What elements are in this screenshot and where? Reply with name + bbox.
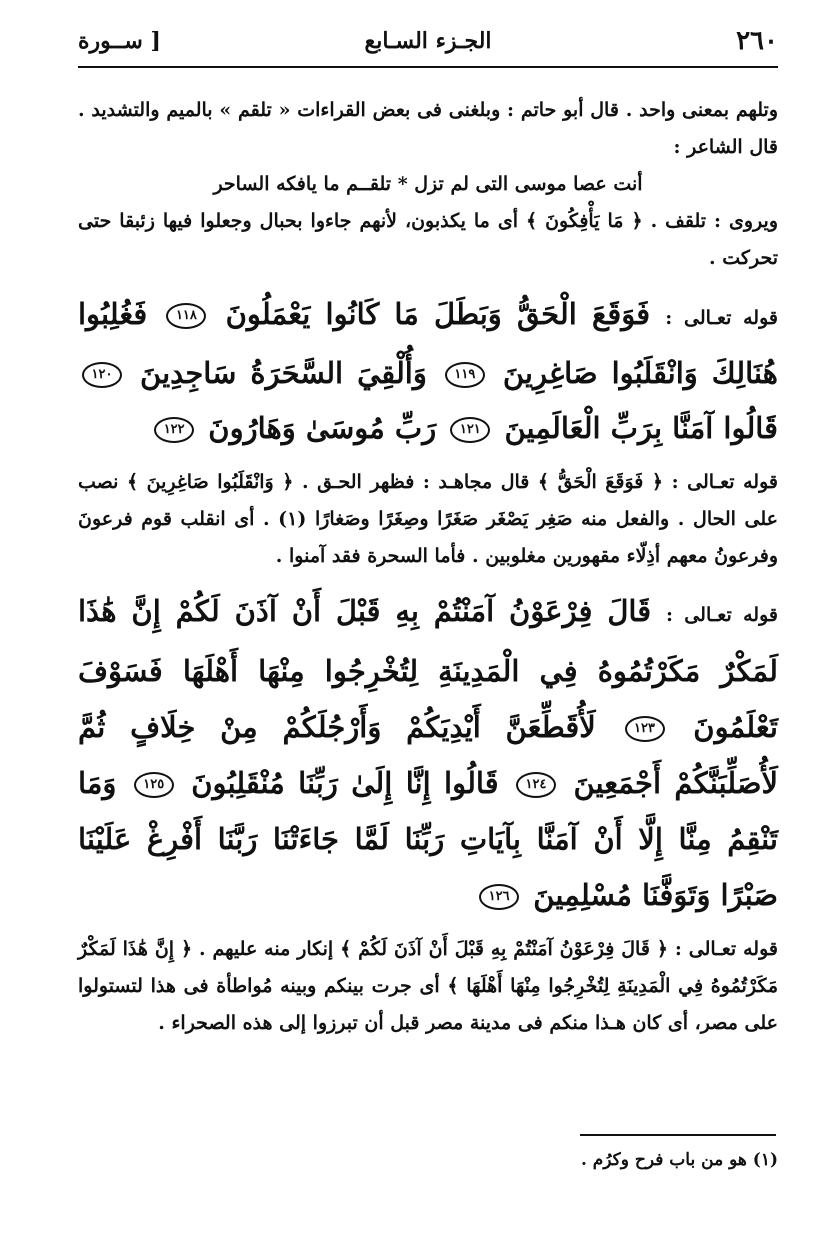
ayah-text: قَالُوا آمَنَّا بِرَبِّ الْعَالَمِينَ: [504, 411, 778, 445]
ayah-text: فَوَقَعَ الْحَقُّ وَبَطَلَ مَا كَانُوا يَعْمَلُونَ: [225, 297, 651, 331]
ayah-text: وَمَا تَنْقِمُ مِنَّا إِلَّا أَنْ آمَنَّا بِآيَاتِ رَبِّنَا لَمَّا جَاءَتْنَا رَبَّنَا أَفْرِغْ عَلَيْنَا صَبْرًا وَتَوَفَّنَا مُسْلِمِينَ: [78, 766, 778, 912]
ayah-text: وَأُلْقِيَ السَّحَرَةُ سَاجِدِينَ: [140, 356, 427, 390]
quran-passage: [78, 287, 778, 456]
page-body: [78, 92, 778, 1042]
ayah-number-marker: ١١٩: [445, 362, 485, 388]
ayah-number-marker: ١٢٤: [516, 772, 556, 798]
page-header: [78, 24, 778, 64]
passage-lead: قوله تعـالى :: [665, 604, 778, 626]
ayah-number-marker: ١١٨: [166, 303, 206, 329]
footnote-rule: [580, 1134, 776, 1136]
passage-lead: قوله تعـالى :: [665, 307, 778, 329]
ayah-number-marker: ١٢٢: [154, 417, 194, 443]
ayah-number-marker: ١٢١: [450, 417, 490, 443]
quran-passage: [78, 583, 778, 923]
ayah-text: لَأُقَطِّعَنَّ أَيْدِيَكُمْ وَأَرْجُلَكُمْ مِنْ خِلَافٍ ثُمَّ لَأُصَلِّبَنَّكُمْ أَجْمَعِينَ: [78, 710, 778, 800]
commentary-paragraph: قوله تعـالى : ﴿ فَوَقَعَ الْحَقُّ ﴾ قال مجاهـد : فظهر الحـق . ﴿ وَانْقَلَبُوا صَاغِرِينَ ﴾ نصب على الحال . والفعل منه صَغِر يَصْغَر صَغَرًا وصِغَرًا وصَغارًا (١) . أى انقلب قوم فرعونَ وفرعونُ معهم أذِلّاء مقهورين مغلوبين . فأما السحرة فقد آمنوا .: [78, 471, 778, 567]
ayah-number-marker: ١٢٦: [479, 884, 519, 910]
ayah-text: رَبِّ مُوسَىٰ وَهَارُونَ: [208, 411, 437, 445]
commentary-paragraph: ويروى : تلقف . ﴿ مَا يَأْفِكُونَ ﴾ أى ما يكذبون، لأنهم جاءوا بحبال وجعلوا فيها زئبقا حتى تحركت .: [78, 210, 778, 269]
ayah-number-marker: ١٢٣: [625, 716, 665, 742]
header-rule: [78, 66, 778, 68]
ayah-text: قَالَ فِرْعَوْنُ آمَنْتُمْ بِهِ قَبْلَ أَنْ آذَنَ لَكُمْ إِنَّ هَٰذَا لَمَكْرٌ مَكَرْتُمُوهُ فِي الْمَدِينَةِ لِتُخْرِجُوا مِنْهَا أَهْلَهَا فَسَوْفَ تَعْلَمُونَ: [78, 594, 778, 744]
running-title: الجـزء السـابع: [364, 28, 492, 54]
page-number: ٢٦٠: [736, 26, 778, 56]
ayah-number-marker: ١٢٥: [134, 772, 174, 798]
sura-label: [ ســورة: [78, 28, 161, 54]
commentary-paragraph: وتلهم بمعنى واحد . قال أبو حاتم : وبلغنى فى بعض القراءات « تلقم » بالميم والتشديد . قال الشاعر :: [78, 99, 778, 158]
ayah-text: فَغُلِبُوا هُنَالِكَ وَانْقَلَبُوا صَاغِرِينَ: [78, 297, 778, 390]
ayah-text: قَالُوا إِنَّا إِلَىٰ رَبِّنَا مُنْقَلِبُونَ: [191, 766, 499, 800]
poem-verse: أنت عصا موسى التى لم تزل * تلقــم ما يافكه الساحر: [213, 173, 643, 195]
footnote: (١) هو من باب فرح وكرُم .: [580, 1150, 778, 1170]
ayah-number-marker: ١٢٠: [82, 362, 122, 388]
commentary-paragraph: قوله تعـالى : ﴿ قَالَ فِرْعَوْنُ آمَنْتُمْ بِهِ قَبْلَ أَنْ آذَنَ لَكُمْ ﴾ إنكار منه عليهم . ﴿ إِنَّ هَٰذَا لَمَكْرٌ مَكَرْتُمُوهُ فِي الْمَدِينَةِ لِتُخْرِجُوا مِنْهَا أَهْلَهَا ﴾ أى جرت بينكم وبينه مُواطأة فى هذا لتستولوا على مصر، أى كان هـذا منكم فى مدينة مصر قبل أن تبرزوا إلى هذه الصحراء .: [78, 938, 778, 1034]
